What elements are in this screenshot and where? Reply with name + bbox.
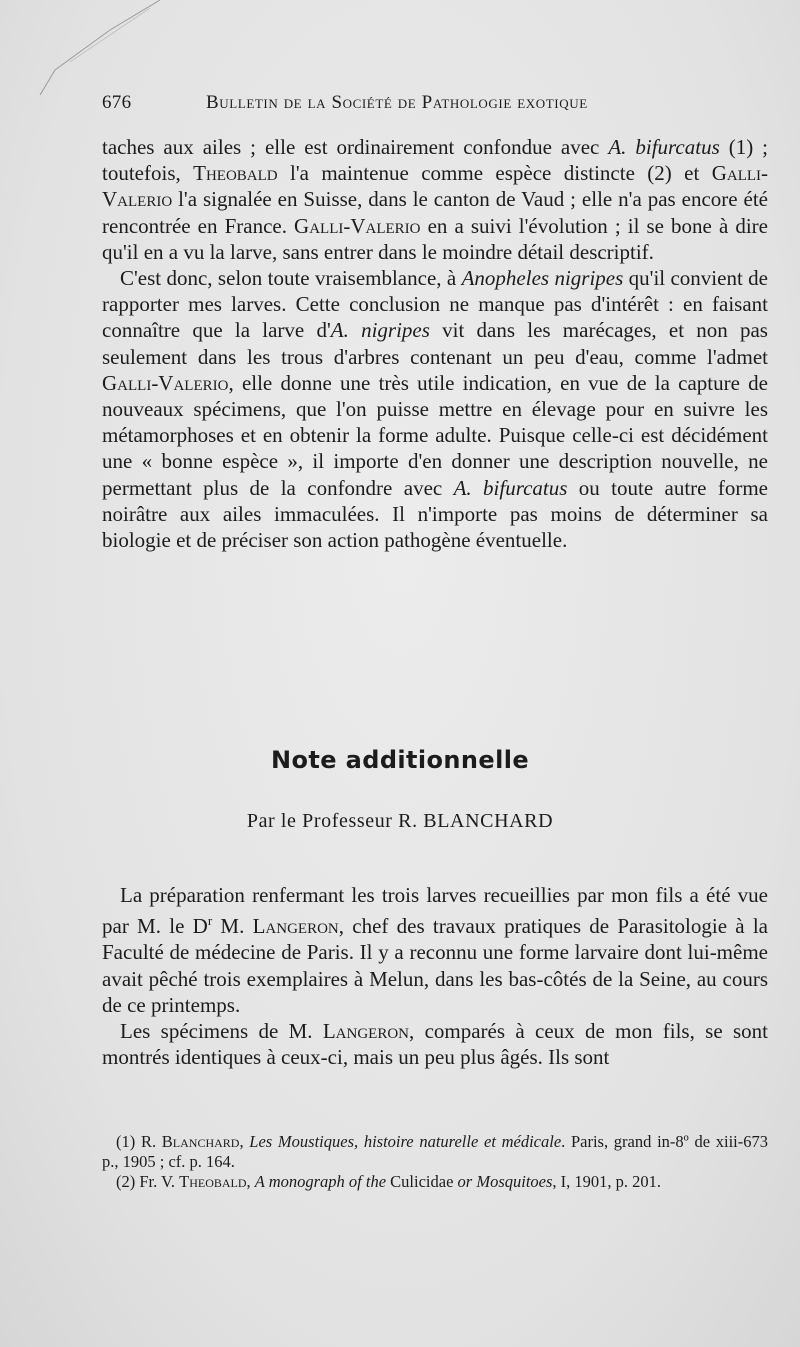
page-number: 676 <box>102 92 132 113</box>
page-fold-mark <box>0 0 180 100</box>
author-byline: Par le Professeur R. BLANCHARD <box>246 810 554 832</box>
body-text-note <box>102 882 768 1070</box>
running-title: Bulletin de la Société de Pathologie exotique <box>206 92 588 113</box>
paragraph: La préparation renfermant les trois larves recueillies par mon fils a été vue par M. le $D^r$ M. Langeron, chef des travaux pratiques de Parasitologie à la Faculté de médecine de Paris. Il y a reconnu une forme larvaire dont lui-même avait pêché trois exemplaires à Melun, dans les bas-côtés de la Seine, au cours de ce printemps. <box>102 883 768 1017</box>
footnote: (2) Fr. V. Theobald, A monograph of the Culicidae or Mosquitoes, I, 1901, p. 201. <box>116 1172 662 1191</box>
paragraph: taches aux ailes ; elle est ordinairement confondue avec A. bifurcatus (1) ; toutefois, Theobald l'a maintenue comme espèce distincte (2) et Galli-Valerio l'a signalée en Suisse, dans le canton de Vaud ; elle n'a pas encore été rencontrée en France. Galli-Valerio en a suivi l'évolution ; il se bone à dire qu'il en a vu la larve, sans entrer dans le moindre détail descriptif. <box>102 135 769 264</box>
footnotes <box>102 1132 768 1192</box>
section-title: Note additionnelle <box>270 746 530 774</box>
paragraph: Les spécimens de M. Langeron, comparés à ceux de mon fils, se sont montrés identiques à ceux-ci, mais un peu plus âgés. Ils sont <box>102 1019 768 1070</box>
footnote: (1) R. Blanchard, Les Moustiques, histoire naturelle et médicale. Paris, grand in-8º de xiii-673 p., 1905 ; cf. p. 164. <box>102 1132 768 1171</box>
paragraph: C'est donc, selon toute vraisemblance, à Anopheles nigripes qu'il convient de rapporter mes larves. Cette conclusion ne manque pas d'intérêt : en faisant connaître que la larve d'A. nigripes vit dans les marécages, et non pas seulement dans les trous d'arbres contenant un peu d'eau, comme l'admet Galli-Valerio, elle donne une très utile indication, en vue de la capture de nouveaux spécimens, que l'on puisse mettre en élevage pour en suivre les métamorphoses et en obtenir la forme adulte. Puisque celle-ci est décidément une « bonne espèce », il importe d'en donner une description nouvelle, ne permettant plus de la confondre avec A. bifurcatus ou toute autre forme noirâtre aux ailes immaculées. Il n'importe pas moins de déterminer sa biologie et de préciser son action pathogène éventuelle. <box>102 266 768 553</box>
body-text-top <box>102 134 768 553</box>
